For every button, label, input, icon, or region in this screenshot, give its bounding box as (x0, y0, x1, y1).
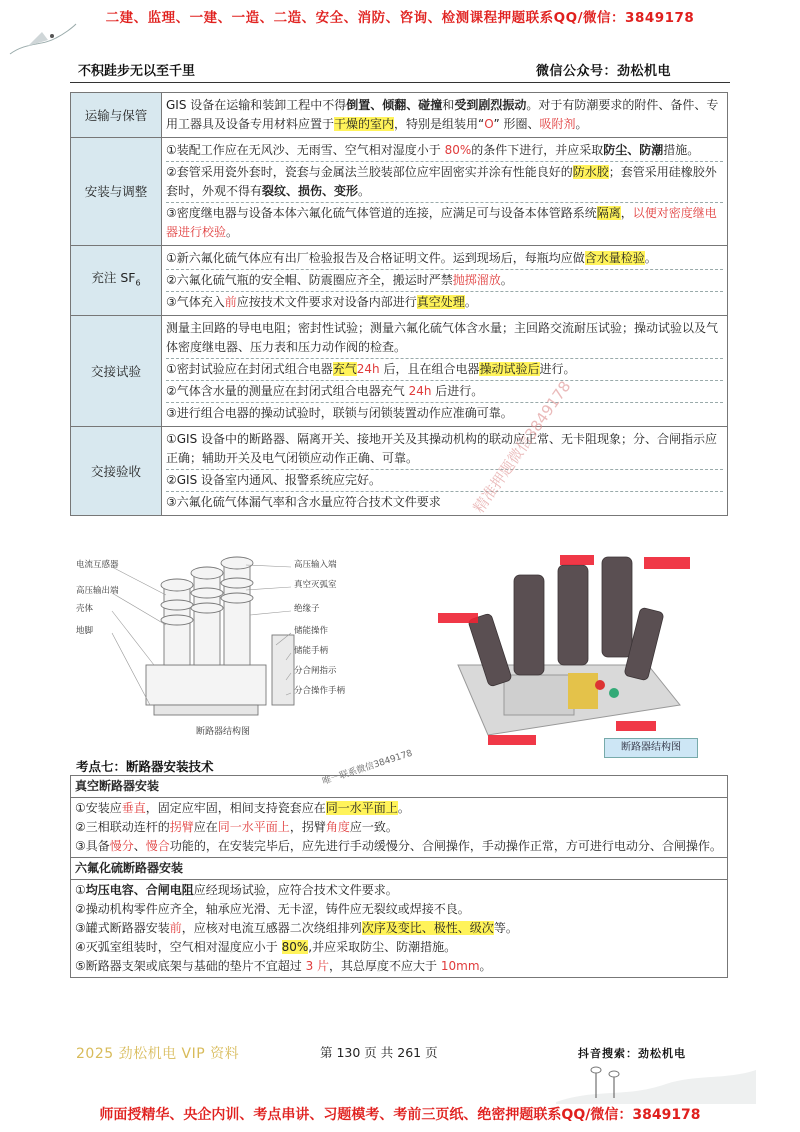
row-content-install (162, 138, 728, 246)
douyin-search-label: 抖音搜索：劲松机电 (578, 1047, 686, 1060)
sf6-item-3: ③罐式断路器安装前，应核对电流互感器二次绕组排列次序及变比、极性、级次等。 (75, 921, 518, 935)
fill-item-1: ①新六氟化硫气体应有出厂检验报告及合格证明文件。运到现场后，每瓶均应做含水量检验。 (166, 251, 657, 265)
breaker-photo (418, 545, 706, 760)
gis-installation-table (70, 92, 728, 516)
sf6-item-2: ②操动机构零件应齐全，轴承应光滑、无卡涩，铸件应无裂纹或焊接不良。 (75, 902, 470, 916)
handover-accept-item-3: ③六氟化硫气体漏气率和含水量应符合技术文件要求 (166, 491, 723, 512)
table-row-handover-test (71, 316, 728, 427)
page-number: 第 130 页 共 261 页 (320, 1045, 438, 1060)
row-content-handover-test (162, 316, 728, 427)
breaker-line-drawing (76, 545, 386, 735)
fig-label: 电流互感器 (76, 560, 119, 570)
sf6-breaker-heading: 六氟化硫断路器安装 (71, 858, 728, 880)
fig-label: 真空灭弧室 (294, 580, 337, 590)
handover-test-item-1: ①密封试验应在封闭式组合电器充气24h 后，且在组合电器操动试验后进行。 (166, 358, 723, 379)
watermark-text-small: 唯一联系微信3849178 (321, 748, 414, 788)
table-row-handover-accept (71, 427, 728, 516)
header-divider (70, 82, 730, 83)
sf6-breaker-content (71, 880, 728, 978)
vacuum-breaker-heading: 真空断路器安装 (71, 776, 728, 798)
row-label-fill: 充注 $SF_6$ (71, 246, 162, 316)
sf6-item-5: ⑤断路器支架或底架与基础的垫片不宜超过 3 片，其总厚度不应大于 10mm。 (75, 959, 492, 973)
fig-label: 分合闸指示 (294, 666, 337, 676)
install-item-3: ③密度继电器与设备本体六氟化硫气体管道的连接，应满足可与设备本体管路系统隔离，以便对密度继电器进行校验。 (166, 202, 723, 242)
motto-text: 不积跬步无以至千里 (78, 64, 196, 79)
install-item-1: ①装配工作应在无风沙、无雨雪、空气相对湿度小于 80%的条件下进行，并应采取防尘、防潮措施。 (166, 143, 700, 157)
bottom-contact-banner: 师面授精华、央企内训、考点串讲、习题模考、考前三页纸、绝密押题联系QQ/微信：3849178 (99, 1107, 701, 1123)
row-label-handover-test: 交接试验 (71, 316, 162, 427)
row-label-handover-accept: 交接验收 (71, 427, 162, 516)
vacuum-item-3: ③具备慢分、慢合功能的，在安装完毕后，应先进行手动缓慢分、合闸操作，手动操作正常，方可进行电动分、合闸操作。 (75, 839, 722, 853)
fig-label: 储能手柄 (294, 646, 329, 656)
breaker-install-table (70, 775, 728, 978)
top-contact-banner: 二建、监理、一建、一造、二造、安全、消防、咨询、检测课程押题联系QQ/微信：3849178 (105, 10, 695, 26)
table-row-fill (71, 246, 728, 316)
row-label-install: 安装与调整 (71, 138, 162, 246)
sf6-item-1: ①均压电容、合闸电阻应经现场试验，应符合技术文件要求。 (75, 883, 398, 897)
left-figure-caption: 断路器结构图 (196, 727, 251, 737)
handover-test-item-3: ③进行组合电器的操动试验时，联锁与闭锁装置动作应准确可靠。 (166, 402, 723, 423)
crane-landscape-icon (556, 1058, 756, 1104)
wechat-account: 微信公众号：劲松机电 (536, 64, 672, 79)
fig-label: 壳体 (76, 604, 94, 614)
fig-label: 高压输出端 (76, 586, 119, 596)
fig-label: 储能操作 (294, 626, 329, 636)
crane-decoration-icon (8, 20, 78, 60)
vacuum-item-1: ①安装应垂直，固定应牢固，相间支持瓷套应在同一水平面上。 (75, 801, 410, 815)
handover-accept-item-1: ①GIS 设备中的断路器、隔离开关、接地开关及其操动机构的联动应正常、无卡阻现象；分、合闸指示应正确；辅助开关及电气闭锁应动作正确、可靠。 (166, 432, 718, 465)
fig-label: 绝缘子 (294, 604, 320, 614)
row-content-fill (162, 246, 728, 316)
right-figure-caption: 断路器结构图 (604, 738, 698, 758)
row-content-transport: GIS 设备在运输和装卸工程中不得倒置、倾翻、碰撞和受到剧烈振动。对于有防潮要求的附件、备件、专用工器具及设备专用材料应置于干燥的室内，特别是组装用“O” 形圈、吸附剂。 (162, 93, 728, 138)
vacuum-breaker-content (71, 798, 728, 858)
fig-label: 分合操作手柄 (294, 686, 346, 696)
table-row-install (71, 138, 728, 246)
vip-label: 2025 劲松机电 VIP 资料 (76, 1046, 240, 1062)
sf6-item-4: ④灭弧室组装时，空气相对湿度应小于 80%,并应采取防尘、防潮措施。 (75, 940, 457, 954)
table-row-transport (71, 93, 728, 138)
row-content-handover-accept (162, 427, 728, 516)
fig-label: 地脚 (76, 626, 94, 636)
vacuum-item-2: ②三相联动连杆的拐臂应在同一水平面上，拐臂角度应一致。 (75, 820, 398, 834)
fill-item-3: ③气体充入前应按技术文件要求对设备内部进行真空处理。 (166, 291, 723, 312)
handover-test-item-2: ②气体含水量的测量应在封闭式组合电器充气 24h 后进行。 (166, 380, 723, 401)
fig-label: 高压输入端 (294, 560, 337, 570)
row-label-transport: 运输与保管 (71, 93, 162, 138)
section-title: 考点七：断路器安装技术 (76, 759, 214, 774)
fill-item-2: ②六氟化硫气瓶的安全帽、防震圈应齐全，搬运时严禁抛掷溜放。 (166, 269, 723, 290)
handover-test-intro: 测量主回路的导电电阻；密封性试验；测量六氟化硫气体含水量；主回路交流耐压试验；操动试验以及气体密度继电器、压力表和压力动作阀的检查。 (166, 321, 719, 354)
handover-accept-item-2: ②GIS 设备室内通风、报警系统应完好。 (166, 469, 723, 490)
install-item-2: ②套管采用瓷外套时，瓷套与金属法兰胶装部位应牢固密实并涂有性能良好的防水胶；套管采用硅橡胶外套时，外观不得有裂纹、损伤、变形。 (166, 161, 723, 201)
watermark-text: 精准押题微信3849178 (469, 377, 575, 517)
